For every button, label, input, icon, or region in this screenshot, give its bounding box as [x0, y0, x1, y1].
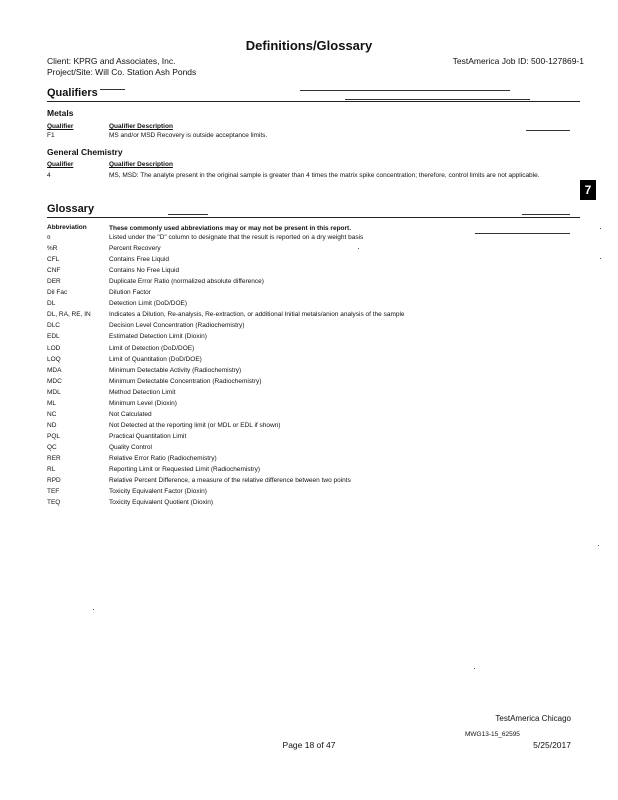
glossary-row: [0, 411, 618, 422]
glossary-row: [0, 378, 618, 389]
glossary-row: [0, 234, 618, 245]
qualifier-description: MS and/or MSD Recovery is outside acceptance limits.: [109, 132, 268, 139]
glossary-abbreviation: QC: [47, 443, 57, 451]
glossary-row: [0, 389, 618, 400]
glossary-abbreviation: NC: [47, 410, 57, 418]
glossary-row: [0, 477, 618, 488]
glossary-abbreviation: %R: [47, 245, 58, 253]
glossary-abbreviation: RPD: [47, 477, 61, 485]
glossary-row: [0, 278, 618, 289]
scan-artifact: [474, 668, 475, 669]
section-divider: [47, 217, 580, 218]
glossary-row: [0, 367, 618, 378]
glossary-meaning: Minimum Detectable Concentration (Radiochemistry): [109, 377, 262, 385]
glossary-abbreviation: RER: [47, 455, 61, 462]
glossary-abbreviation: MDL: [47, 388, 61, 396]
scan-artifact: [600, 228, 601, 229]
glossary-meaning: Duplicate Error Ratio (normalized absolute difference): [109, 278, 264, 286]
footer-document-code: MWG13-15_62595: [465, 731, 520, 738]
glossary-row: [0, 333, 618, 344]
page-number: Page 18 of 47: [282, 740, 336, 750]
general-chemistry-heading: General Chemistry: [47, 147, 123, 157]
glossary-row: [0, 488, 618, 499]
scan-artifact: [475, 233, 570, 234]
glossary-heading: Glossary: [47, 203, 95, 215]
glossary-row: [0, 300, 618, 311]
glossary-abbreviation: DL: [47, 300, 56, 308]
glossary-abbreviation: TEF: [47, 488, 60, 496]
glossary-abbreviation: ND: [47, 421, 57, 429]
glossary-row: [0, 345, 618, 356]
column-header-qualifier-description: Qualifier Description: [109, 123, 173, 130]
column-header-qualifier: Qualifier: [47, 161, 74, 168]
glossary-meaning: Percent Recovery: [109, 245, 161, 253]
glossary-row: [0, 267, 618, 278]
glossary-meaning: Toxicity Equivalent Factor (Dioxin): [109, 488, 207, 496]
scan-artifact: [598, 545, 599, 546]
footer-lab-name: TestAmerica Chicago: [495, 714, 571, 723]
glossary-abbreviation: ¤: [47, 234, 51, 241]
footer-date: 5/25/2017: [533, 740, 571, 750]
glossary-meaning: Decision Level Concentration (Radiochemistry): [109, 322, 245, 330]
scan-artifact: [345, 99, 530, 100]
glossary-row: [0, 455, 618, 466]
glossary-meaning: Not Calculated: [109, 410, 152, 418]
scan-artifact: [168, 214, 208, 215]
glossary-meaning: Estimated Detection Limit (Dioxin): [109, 333, 207, 341]
client-name: Client: KPRG and Associates, Inc.: [47, 56, 176, 66]
glossary-abbreviation: CNF: [47, 267, 61, 275]
glossary-meaning: Contains No Free Liquid: [109, 267, 180, 275]
qualifiers-heading: Qualifiers: [47, 87, 98, 99]
scan-artifact: [600, 258, 601, 259]
glossary-row: [0, 256, 618, 267]
glossary-meaning: Detection Limit (DoD/DOE): [109, 300, 188, 308]
glossary-meaning: Indicates a Dilution, Re-analysis, Re-extraction, or additional Initial metals/anion analysis of the sample: [109, 311, 405, 319]
glossary-meaning: Limit of Quantitation (DoD/DOE): [109, 355, 202, 363]
scan-artifact: [358, 248, 359, 249]
glossary-meaning: Listed under the "D" column to designate that the result is reported on a dry weight basis: [109, 234, 364, 241]
glossary-row: [0, 322, 618, 333]
scan-artifact: [522, 214, 570, 215]
glossary-abbreviation: EDL: [47, 333, 60, 341]
glossary-meaning: Relative Percent Difference, a measure of the relative difference between two points: [109, 477, 351, 485]
section-divider: [47, 101, 580, 102]
glossary-abbreviation: LOQ: [47, 355, 61, 363]
job-id: TestAmerica Job ID: 500-127869-1: [452, 56, 584, 66]
page-title: Definitions/Glossary: [245, 38, 373, 53]
scan-artifact: [526, 130, 570, 131]
glossary-meaning: Practical Quantitation Limit: [109, 432, 187, 440]
glossary-abbreviation: MDA: [47, 366, 62, 374]
glossary-abbreviation: LOD: [47, 344, 61, 352]
glossary-meaning: Relative Error Ratio (Radiochemistry): [109, 455, 217, 462]
glossary-row: [0, 422, 618, 433]
scan-artifact: [300, 90, 510, 91]
scan-artifact: [100, 89, 125, 90]
glossary-abbreviation: DL, RA, RE, IN: [47, 311, 91, 319]
metals-heading: Metals: [47, 108, 74, 118]
glossary-abbreviation: DLC: [47, 322, 61, 330]
glossary-meaning: Contains Free Liquid: [109, 256, 169, 264]
glossary-abbreviation: CFL: [47, 256, 60, 264]
section-tab-marker: 7: [580, 180, 596, 200]
glossary-meaning: Method Detection Limit: [109, 388, 176, 396]
glossary-row: [0, 289, 618, 300]
glossary-row: [0, 400, 618, 411]
scan-artifact: [93, 609, 94, 610]
glossary-abbreviation: RL: [47, 466, 56, 474]
glossary-meaning: Limit of Detection (DoD/DOE): [109, 344, 195, 352]
glossary-abbreviation: TEQ: [47, 499, 61, 507]
glossary-abbreviation: ML: [47, 399, 57, 407]
qualifier-code: 4: [47, 172, 51, 179]
glossary-row: [0, 499, 618, 510]
column-header-abbreviation: Abbreviation: [47, 224, 87, 231]
glossary-abbreviation: DER: [47, 278, 61, 286]
project-site: Project/Site: Will Co. Station Ash Ponds: [47, 67, 197, 77]
glossary-row: [0, 245, 618, 256]
qualifier-code: F1: [47, 132, 55, 139]
glossary-abbreviation: MDC: [47, 377, 62, 385]
glossary-intro: These commonly used abbreviations may or may not be present in this report.: [109, 225, 352, 232]
glossary-row: [0, 311, 618, 322]
glossary-meaning: Toxicity Equivalent Quotient (Dioxin): [109, 499, 214, 507]
glossary-meaning: Quality Control: [109, 443, 152, 451]
glossary-row: [0, 433, 618, 444]
glossary-row: [0, 356, 618, 367]
glossary-meaning: Not Detected at the reporting limit (or MDL or EDL if shown): [109, 421, 281, 429]
glossary-row: [0, 444, 618, 455]
column-header-qualifier-description: Qualifier Description: [109, 161, 173, 168]
glossary-meaning: Dilution Factor: [109, 289, 151, 297]
qualifier-description: MS, MSD: The analyte present in the original sample is greater than 4 times the matrix spike concentration; therefore, control limits are not applicable.: [109, 172, 540, 179]
glossary-meaning: Minimum Detectable Activity (Radiochemistry): [109, 366, 242, 374]
column-header-qualifier: Qualifier: [47, 123, 74, 130]
glossary-meaning: Reporting Limit or Requested Limit (Radiochemistry): [109, 466, 261, 474]
glossary-row: [0, 466, 618, 477]
glossary-meaning: Minimum Level (Dioxin): [109, 399, 177, 407]
glossary-abbreviation: PQL: [47, 432, 61, 440]
glossary-abbreviation: Dil Fac: [47, 289, 68, 297]
